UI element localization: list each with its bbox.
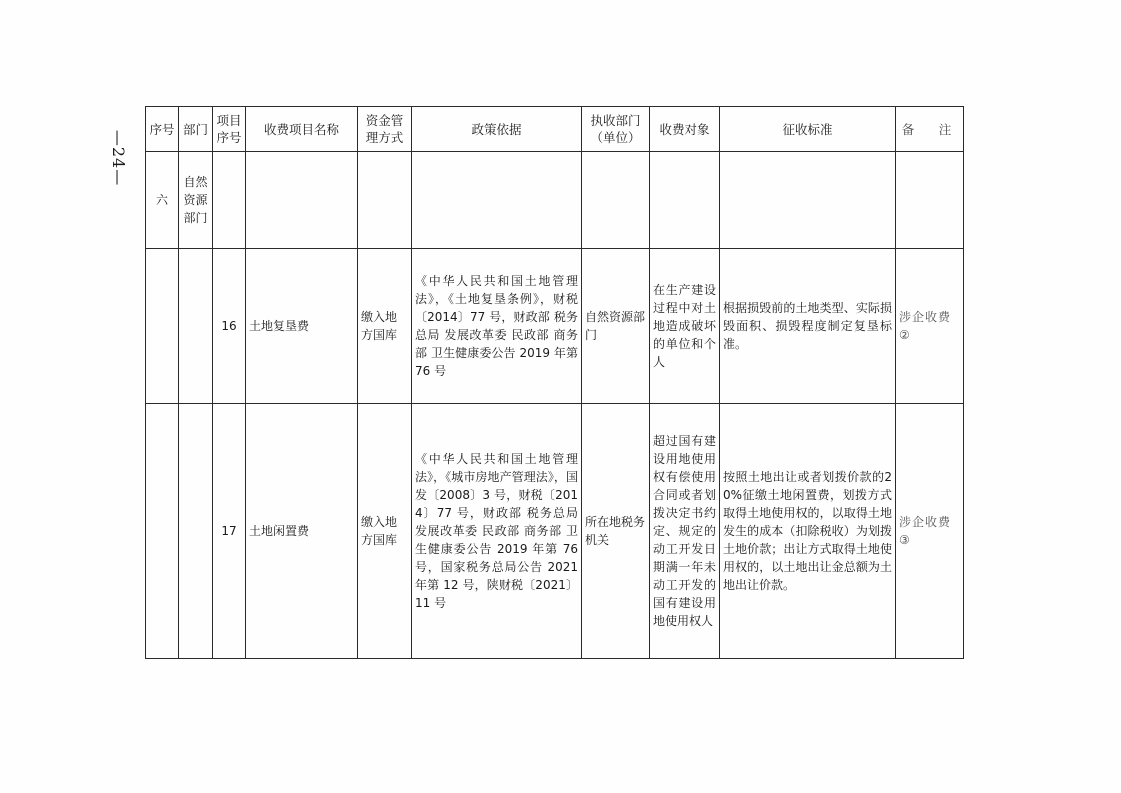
- item-seq: 17: [213, 404, 246, 659]
- empty-cell: [358, 152, 412, 249]
- table-row: [146, 249, 964, 404]
- fee-target: 超过国有建设用地使用权有偿使用合同或者划拨决定书约定、规定的动工开发日期满一年未动工开发的国有建设用地使用权人: [650, 404, 720, 659]
- policy-basis: 《中华人民共和国土地管理法》，《土地复垦条例》，财税〔2014〕77 号，财政部 税务总局 发展改革委 民政部 商务部 卫生健康委公告 2019 年第 76 号: [412, 249, 582, 404]
- header-fee-name: 收费项目名称: [246, 107, 358, 152]
- section-seq: 六: [146, 152, 179, 249]
- header-target: 收费对象: [650, 107, 720, 152]
- header-memo: 备 注: [896, 107, 964, 152]
- empty-cell: [213, 152, 246, 249]
- fee-table: [145, 106, 964, 659]
- empty-cell: [412, 152, 582, 249]
- empty-cell: [146, 404, 179, 659]
- fund-mgmt: 缴入地方国库: [358, 404, 412, 659]
- fee-target: 在生产建设过程中对土地造成破坏的单位和个人: [650, 249, 720, 404]
- header-standard: 征收标准: [720, 107, 896, 152]
- collector: 所在地税务机关: [582, 404, 650, 659]
- collector: 自然资源部门: [582, 249, 650, 404]
- memo: 涉企收费③: [896, 404, 964, 659]
- empty-cell: [896, 152, 964, 249]
- header-policy: 政策依据: [412, 107, 582, 152]
- header-item-seq: 项目序号: [213, 107, 246, 152]
- empty-cell: [179, 404, 213, 659]
- fee-name: 土地复垦费: [246, 249, 358, 404]
- empty-cell: [179, 249, 213, 404]
- header-collector: 执收部门（单位）: [582, 107, 650, 152]
- empty-cell: [146, 249, 179, 404]
- empty-cell: [582, 152, 650, 249]
- section-dept: 自然资源部门: [179, 152, 213, 249]
- empty-cell: [650, 152, 720, 249]
- memo: 涉企收费②: [896, 249, 964, 404]
- fee-standard: 按照土地出让或者划拨价款的20%征缴土地闲置费，划拨方式取得土地使用权的，以取得土地发生的成本（扣除税收）为划拨土地价款；出让方式取得土地使用权的，以土地出让金总额为土地出让价款。: [720, 404, 896, 659]
- table-header-row: [146, 107, 964, 152]
- policy-basis: 《中华人民共和国土地管理法》，《城市房地产管理法》，国发〔2008〕3 号，财税〔2014〕77 号，财政部 税务总局 发展改革委 民政部 商务部 卫生健康委公告 2019 年第 76 号，国家税务总局公告 2021 年第 12 号，陕财税〔2021〕11 号: [412, 404, 582, 659]
- section-row: [146, 152, 964, 249]
- fee-name: 土地闲置费: [246, 404, 358, 659]
- empty-cell: [246, 152, 358, 249]
- header-dept: 部门: [179, 107, 213, 152]
- empty-cell: [720, 152, 896, 249]
- table-row: [146, 404, 964, 659]
- header-seq: 序号: [146, 107, 179, 152]
- page-number: —24—: [109, 129, 129, 187]
- fee-standard: 根据损毁前的土地类型、实际损毁面积、损毁程度制定复垦标准。: [720, 249, 896, 404]
- fund-mgmt: 缴入地方国库: [358, 249, 412, 404]
- header-fund-mgmt: 资金管理方式: [358, 107, 412, 152]
- item-seq: 16: [213, 249, 246, 404]
